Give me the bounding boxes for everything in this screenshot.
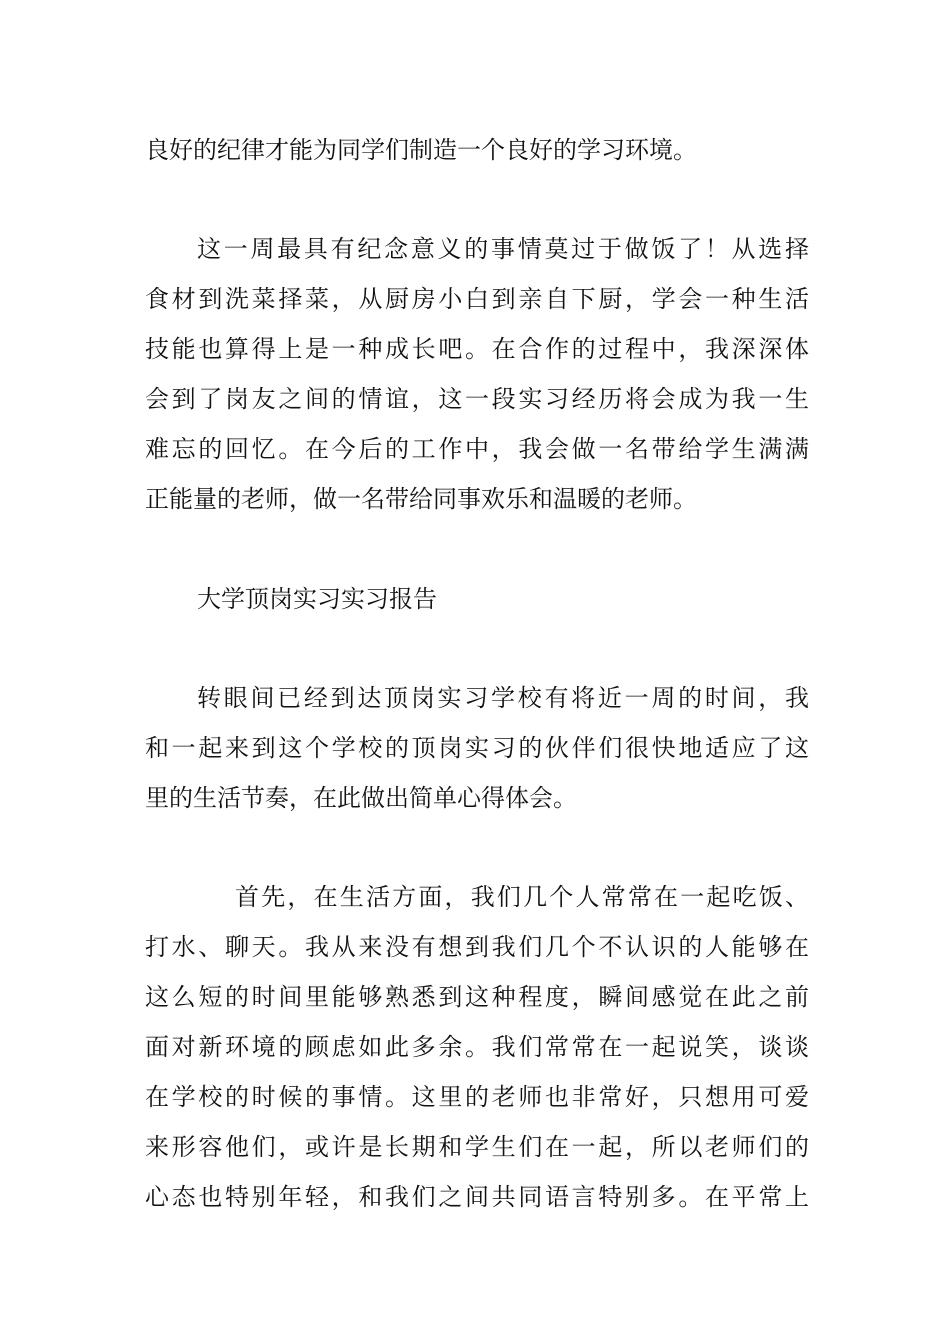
text-line: 转眼间已经到达顶岗实习学校有将近一周的时间，我 (197, 684, 809, 712)
paragraph-life (145, 872, 809, 1222)
text-line: 食材到洗菜择菜，从厨房小白到亲自下厨，学会一种生活 (145, 285, 809, 313)
text-line: 和一起来到这个学校的顶岗实习的伙伴们很快地适应了这 (145, 734, 809, 762)
text-line: 心态也特别年轻，和我们之间共同语言特别多。在平常上 (145, 1183, 809, 1211)
text-line: 正能量的老师，做一名带给同事欢乐和温暖的老师。 (145, 485, 697, 513)
paragraph-continuation (145, 125, 809, 175)
text-line: 在学校的时候的事情。这里的老师也非常好，只想用可爱 (145, 1083, 809, 1111)
text-line: 技能也算得上是一种成长吧。在合作的过程中，我深深体 (145, 335, 809, 363)
paragraph-cooking (145, 224, 809, 524)
section-title: 大学顶岗实习实习报告 (197, 585, 437, 613)
text-line: 难忘的回忆。在今后的工作中，我会做一名带给学生满满 (145, 435, 809, 463)
text-line: 会到了岗友之间的情谊，这一段实习经历将会成为我一生 (145, 385, 809, 413)
text-line: 这么短的时间里能够熟悉到这种程度，瞬间感觉在此之前 (145, 983, 809, 1011)
text-line: 来形容他们，或许是长期和学生们在一起，所以老师们的 (145, 1133, 809, 1161)
text-line: 良好的纪律才能为同学们制造一个良好的学习环境。 (145, 136, 697, 164)
text-line: 这一周最具有纪念意义的事情莫过于做饭了！从选择 (197, 235, 809, 263)
paragraph-intro (145, 673, 809, 823)
text-line: 面对新环境的顾虑如此多余。我们常常在一起说笑，谈谈 (145, 1033, 809, 1061)
text-line: 打水、聊天。我从来没有想到我们几个不认识的人能够在 (145, 933, 809, 961)
text-line: 首先，在生活方面，我们几个人常常在一起吃饭、 (235, 883, 809, 911)
text-line: 里的生活节奏，在此做出简单心得体会。 (145, 784, 577, 812)
